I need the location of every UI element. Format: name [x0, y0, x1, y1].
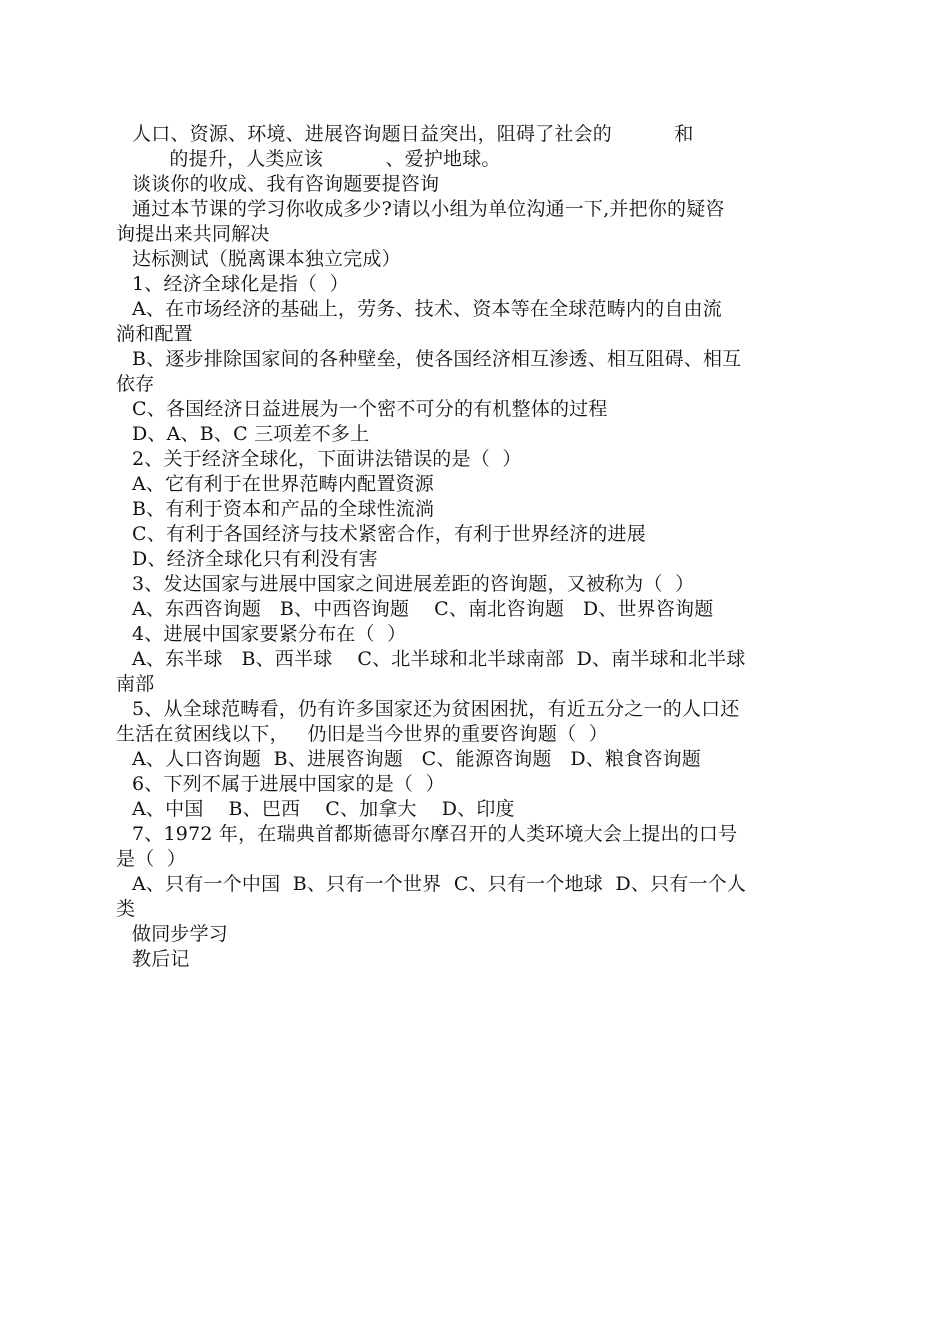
question-1-option-a-cont: 淌和配置	[116, 323, 193, 345]
question-4-options: A、东半球 B、西半球 C、北半球和北半球南部 D、南半球和北半球	[132, 648, 746, 670]
section-heading: 做同步学习	[132, 923, 229, 945]
question-2-option-c: C、有利于各国经济与技术紧密合作，有利于世界经济的进展	[132, 523, 646, 545]
question-1-option-b: B、逐步排除国家间的各种壁垒，使各国经济相互渗透、相互阻碍、相互	[132, 348, 742, 370]
text-line: 的提升，人类应该 、爱护地球。	[132, 148, 501, 170]
question-7-options: A、只有一个中国 B、只有一个世界 C、只有一个地球 D、只有一个人	[132, 873, 747, 895]
question-7-cont: 是（ ）	[116, 848, 187, 870]
question-1-option-b-cont: 依存	[116, 373, 155, 395]
question-7-options-cont: 类	[116, 898, 136, 920]
text-line: 人口、资源、环境、进展咨询题日益突出，阻碍了社会的 和	[132, 123, 694, 145]
question-3: 3、发达国家与进展中国家之间进展差距的咨询题，又被称为（ ）	[132, 573, 695, 595]
text-line: 询提出来共同解决	[116, 223, 270, 245]
question-4: 4、进展中国家要紧分布在（ ）	[132, 623, 407, 645]
question-2-option-d: D、经济全球化只有利没有害	[132, 548, 378, 570]
question-1-option-a: A、在市场经济的基础上，劳务、技术、资本等在全球范畴内的自由流	[132, 298, 722, 320]
question-5-cont: 生活在贫困线以下， 仍旧是当今世界的重要咨询题（ ）	[116, 723, 608, 745]
question-5: 5、从全球范畴看，仍有许多国家还为贫困困扰，有近五分之一的人口还	[132, 698, 740, 720]
question-1-option-c: C、各国经济日益进展为一个密不可分的有机整体的过程	[132, 398, 608, 420]
text-line: 谈谈你的收成、我有咨询题要提咨询	[132, 173, 440, 195]
question-6: 6、下列不属于进展中国家的是（ ）	[132, 773, 445, 795]
question-3-options: A、东西咨询题 B、中西咨询题 C、南北咨询题 D、世界咨询题	[132, 598, 714, 620]
question-2-option-a: A、它有利于在世界范畴内配置资源	[132, 473, 434, 495]
section-heading: 教后记	[132, 948, 190, 970]
question-2-option-b: B、有利于资本和产品的全球性流淌	[132, 498, 435, 520]
text-line: 通过本节课的学习你收成多少?请以小组为单位沟通一下,并把你的疑咨	[132, 198, 725, 220]
question-1-option-d: D、A、B、C 三项差不多上	[132, 423, 370, 445]
question-6-options: A、中国 B、巴西 C、加拿大 D、印度	[132, 798, 515, 820]
document-body	[116, 122, 840, 972]
section-heading: 达标测试（脱离课本独立完成）	[132, 248, 401, 270]
question-5-options: A、人口咨询题 B、进展咨询题 C、能源咨询题 D、粮食咨询题	[132, 748, 701, 770]
question-2: 2、关于经济全球化，下面讲法错误的是（ ）	[132, 448, 522, 470]
question-7: 7、1972 年，在瑞典首都斯德哥尔摩召开的人类环境大会上提出的口号	[132, 823, 738, 845]
question-4-options-cont: 南部	[116, 673, 155, 695]
question-1: 1、经济全球化是指（ ）	[132, 273, 349, 295]
